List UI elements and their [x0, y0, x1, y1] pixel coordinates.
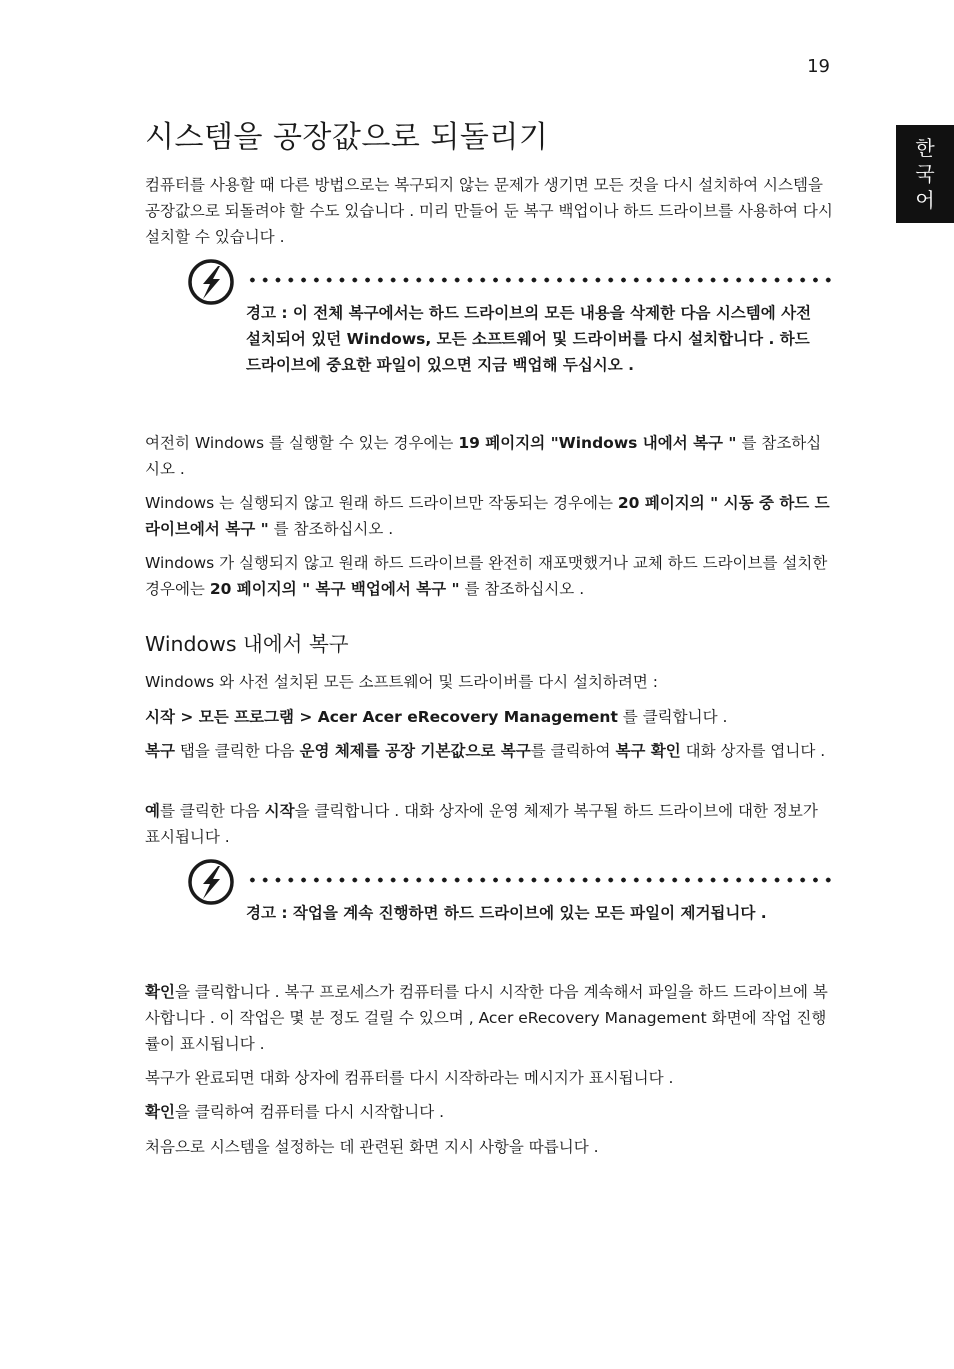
language-tab-char: 국	[915, 162, 935, 186]
text: 을 클릭합니다 . 대화 상자에 운영 체제가 복구될 하드 드라이브에 대한 정보가 표시됩니다 .	[145, 802, 818, 846]
paragraph-windows-running	[145, 430, 835, 482]
text: 대화 상자를 엽니다 .	[680, 742, 826, 760]
warning-lightning-icon	[187, 858, 235, 906]
text: Windows 는 실행되지 않고 원래 하드 드라이브만 작동되는 경우에는	[145, 494, 618, 512]
text: 를 참조하십시오 .	[145, 434, 822, 478]
ui-label: 확인	[145, 1103, 175, 1121]
ui-label: 운영 체제를 공장 기본값으로 복구	[299, 742, 531, 760]
text: 화면에 작업 진행률이 표시됩니다 .	[145, 1009, 827, 1053]
page-reference: 19 페이지의 "Windows 내에서 복구 "	[458, 434, 737, 452]
step-4	[145, 979, 835, 1057]
ui-label: 복구	[145, 742, 175, 760]
text: 을 클릭하여 컴퓨터를 다시 시작합니다 .	[174, 1103, 445, 1121]
paragraph-reformatted	[145, 550, 835, 602]
text: 를 참조하십시오 .	[459, 580, 585, 598]
app-name: , Acer eRecovery Management	[468, 1009, 707, 1027]
text: 를 참조하십시오 .	[268, 520, 394, 538]
ui-label: 시작	[264, 802, 295, 820]
page-reference: 20 페이지의 " 시동 중 하드 드라이브에서 복구 "	[145, 494, 830, 538]
warning-text: 경고 : 이 전체 복구에서는 하드 드라이브의 모든 내용을 삭제한 다음 시스템에 사전 설치되어 있던 Windows, 모든 소프트웨어 및 드라이버를 다시 설치합니다 . 하드 드라이브에 중요한 파일이 있으면 지금 백업해 두십시오 .	[246, 304, 812, 374]
warning-text: 경고 : 작업을 계속 진행하면 하드 드라이브에 있는 모든 파일이 제거됩니다 .	[246, 904, 767, 922]
intro-paragraph: 컴퓨터를 사용할 때 다른 방법으로는 복구되지 않는 문제가 생기면 모든 것을 다시 설치하여 시스템을 공장값으로 되돌려야 할 수도 있습니다 . 미리 만들어 둔 복구 백업이나 하드 드라이브를 사용하여 다시 설치할 수 있습니다 .	[145, 176, 833, 246]
language-tab-char: 한	[915, 136, 935, 160]
step-6	[145, 1099, 835, 1125]
warning-divider	[246, 277, 832, 283]
ui-label: 예	[145, 802, 160, 820]
paragraph-reinstall: Windows 와 사전 설치된 모든 소프트웨어 및 드라이버를 다시 설치하려면 :	[145, 673, 658, 691]
step-1	[145, 704, 835, 730]
ui-label: 복구 확인	[615, 742, 681, 760]
warning-divider	[246, 877, 832, 883]
section-heading: Windows 내에서 복구	[145, 632, 349, 656]
text: 을 클릭합니다 . 복구 프로세스가 컴퓨터를 다시 시작한 다음 계속해서 파일을 하드 드라이브에 복사합니다 . 이 작업은 몇 분 정도 걸릴 수 있으며	[145, 983, 828, 1027]
step-2	[145, 738, 835, 764]
step-5: 복구가 완료되면 대화 상자에 컴퓨터를 다시 시작하라는 메시지가 표시됩니다 .	[145, 1069, 674, 1087]
text: 탭을 클릭한 다음	[174, 742, 300, 760]
text: 를 클릭합니다 .	[617, 708, 728, 726]
step-7: 처음으로 시스템을 설정하는 데 관련된 화면 지시 사항을 따릅니다 .	[145, 1138, 599, 1156]
text: 여전히 Windows 를 실행할 수 있는 경우에는	[145, 434, 459, 452]
step-3	[145, 798, 835, 850]
text: 를 클릭하여	[530, 742, 616, 760]
text: 를 클릭한 다음	[159, 802, 265, 820]
page-title: 시스템을 공장값으로 되돌리기	[145, 120, 549, 155]
language-tab	[896, 125, 954, 223]
page-reference: 20 페이지의 " 복구 백업에서 복구 "	[209, 580, 460, 598]
page-number: 19	[807, 56, 830, 77]
ui-path: 시작 > 모든 프로그램 > Acer Acer eRecovery Management	[145, 708, 618, 726]
paragraph-hdd-only	[145, 490, 835, 542]
warning-lightning-icon	[187, 258, 235, 306]
language-tab-char: 어	[915, 188, 935, 212]
text: Windows 가 실행되지 않고 원래 하드 드라이브를 완전히 재포맷했거나 교체 하드 드라이브를 설치한 경우에는	[145, 554, 828, 598]
ui-label: 확인	[145, 983, 175, 1001]
